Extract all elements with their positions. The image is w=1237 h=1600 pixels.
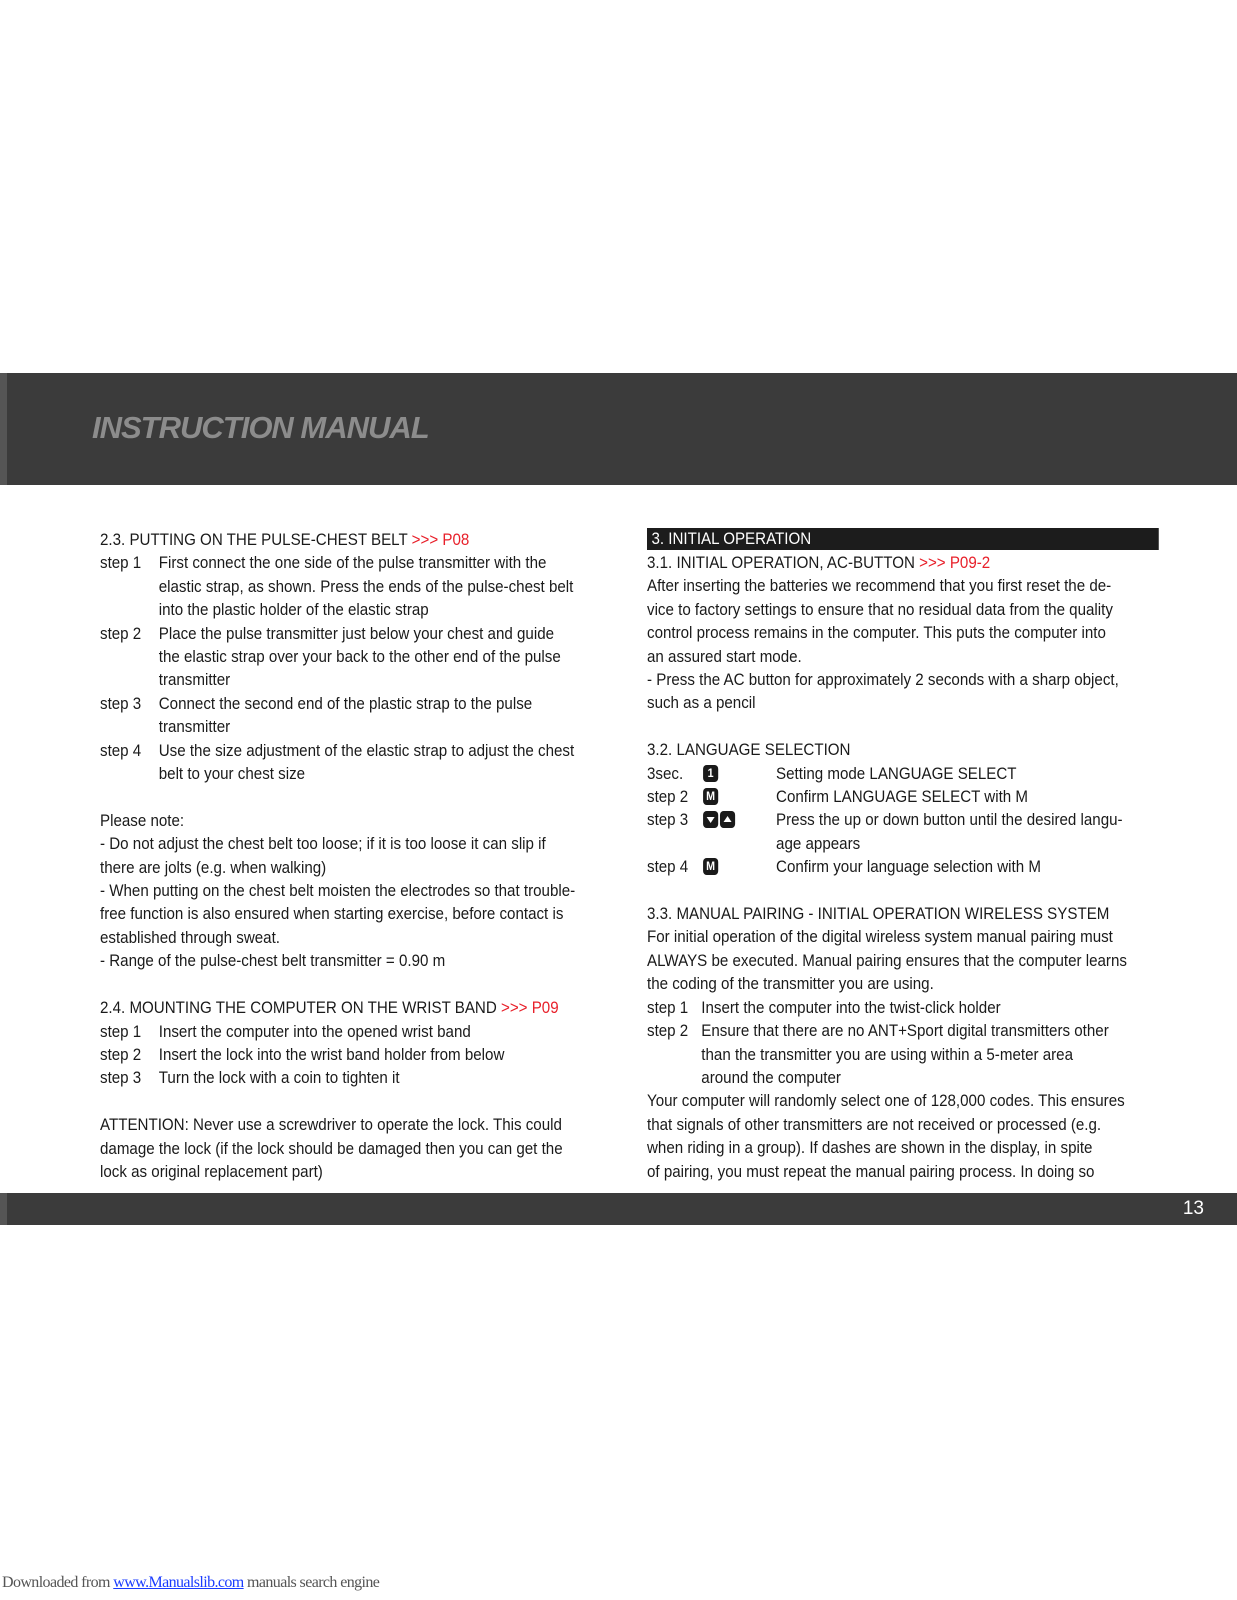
note-item xyxy=(100,949,623,972)
step-text: elastic strap, as shown. Press the ends of the pulse-chest belt xyxy=(158,576,574,596)
attention-text: damage the lock (if the lock should be damaged then you can get the xyxy=(100,1138,563,1158)
up-arrow-icon xyxy=(720,811,735,828)
button-m-icon: M xyxy=(703,788,718,805)
section-3-3-title: 3.3. MANUAL PAIRING - INITIAL OPERATION WIRELESS SYSTEM xyxy=(647,904,1110,924)
step-2-3-4 xyxy=(100,739,623,786)
page-number: 13 xyxy=(1182,1198,1204,1219)
button-m-icon: M xyxy=(703,858,718,875)
step-text: Press the up or down button until the desired langu- xyxy=(776,810,1123,830)
step-text: First connect the one side of the pulse transmitter with the xyxy=(158,553,547,573)
lang-step-3 xyxy=(647,808,1161,855)
bullet-text: such as a pencil xyxy=(647,693,756,713)
section-2-3-ref: >>> P08 xyxy=(411,530,470,549)
bullet-text: - Press the AC button for approximately 2 seconds with a sharp object, xyxy=(647,670,1119,690)
step-text: transmitter xyxy=(158,717,231,737)
attention-text: ATTENTION: Never use a screwdriver to operate the lock. This could xyxy=(100,1115,562,1135)
section-2-3-heading xyxy=(100,528,623,551)
step-label: step 1 xyxy=(100,1021,142,1041)
down-arrow-icon xyxy=(703,811,718,828)
note-item xyxy=(100,879,623,949)
step-text: Insert the lock into the wrist band holder from below xyxy=(158,1044,505,1064)
note-text: free function is also ensured when starting exercise, before contact is xyxy=(100,904,564,924)
note-text: - Do not adjust the chest belt too loose; if it is too loose it can slip if xyxy=(100,834,546,854)
footer-band xyxy=(0,1193,1237,1225)
step-text: Confirm your language selection with M xyxy=(776,857,1041,877)
download-prefix: Downloaded from xyxy=(2,1574,114,1591)
step-text: Insert the computer into the opened wrist band xyxy=(158,1021,471,1041)
step-2-4-1 xyxy=(100,1020,623,1043)
paragraph-line: the coding of the transmitter you are using. xyxy=(647,974,934,994)
section-3-1-heading xyxy=(647,551,1161,574)
pair-step-1 xyxy=(647,996,1161,1019)
step-text: around the computer xyxy=(701,1067,841,1087)
manualslib-link[interactable]: www.Manualslib.com xyxy=(113,1574,244,1591)
step-2-4-3 xyxy=(100,1066,623,1089)
step-label: step 1 xyxy=(100,553,142,573)
pair-step-2 xyxy=(647,1019,1161,1089)
paragraph-line: when riding in a group). If dashes are shown in the display, in spite xyxy=(647,1138,1093,1158)
step-text: the elastic strap over your back to the other end of the pulse xyxy=(158,647,561,667)
step-2-3-1 xyxy=(100,551,623,621)
step-text: than the transmitter you are using within a 5-meter area xyxy=(701,1044,1074,1064)
paragraph-line: ALWAYS be executed. Manual pairing ensures that the computer learns xyxy=(647,950,1127,970)
step-text: transmitter xyxy=(158,670,231,690)
section-2-3-title: 2.3. PUTTING ON THE PULSE-CHEST BELT xyxy=(100,530,412,549)
download-suffix: manuals search engine xyxy=(243,1574,380,1591)
paragraph-line: Your computer will randomly select one of 128,000 codes. This ensures xyxy=(647,1091,1125,1111)
step-label: step 2 xyxy=(100,1044,142,1064)
section-3-1-title: 3.1. INITIAL OPERATION, AC-BUTTON xyxy=(647,553,920,572)
step-text: Ensure that there are no ANT+Sport digital transmitters other xyxy=(701,1021,1109,1041)
step-text: Use the size adjustment of the elastic strap to adjust the chest xyxy=(158,740,575,760)
step-text: Connect the second end of the plastic strap to the pulse xyxy=(158,693,533,713)
section-2-4-title: 2.4. MOUNTING THE COMPUTER ON THE WRIST BAND xyxy=(100,998,501,1018)
left-column xyxy=(100,528,623,1183)
step-label: step 3 xyxy=(647,810,689,830)
note-text: - When putting on the chest belt moisten the electrodes so that trouble- xyxy=(100,881,576,901)
step-label: step 2 xyxy=(100,623,142,643)
footer-edge xyxy=(0,1193,7,1225)
step-text: Confirm LANGUAGE SELECT with M xyxy=(776,787,1029,807)
right-column xyxy=(647,528,1161,1183)
note-text: established through sweat. xyxy=(100,927,281,947)
paragraph-line: an assured start mode. xyxy=(647,646,802,666)
section-3-bar: 3. INITIAL OPERATION xyxy=(647,528,1159,550)
step-2-3-3 xyxy=(100,692,623,739)
lang-step-1 xyxy=(647,762,1161,785)
step-text: Insert the computer into the twist-click holder xyxy=(701,997,1001,1017)
step-text: into the plastic holder of the elastic strap xyxy=(158,600,429,620)
step-label: step 3 xyxy=(100,693,142,713)
attention-text: lock as original replacement part) xyxy=(100,1161,323,1181)
step-2-4-2 xyxy=(100,1043,623,1066)
note-title: Please note: xyxy=(100,810,185,830)
step-text: belt to your chest size xyxy=(158,764,306,784)
step-label: step 4 xyxy=(647,857,689,877)
paragraph-line: vice to factory settings to ensure that no residual data from the quality xyxy=(647,599,1113,619)
step-2-3-2 xyxy=(100,622,623,692)
note-item xyxy=(100,832,623,879)
header-edge xyxy=(0,373,7,485)
step-text: Turn the lock with a coin to tighten it xyxy=(158,1068,400,1088)
step-label: step 1 xyxy=(647,997,689,1017)
step-label: 3sec. xyxy=(647,763,684,783)
section-2-4-ref: >>> P09 xyxy=(500,998,559,1018)
manual-title: INSTRUCTION MANUAL xyxy=(92,410,429,445)
paragraph-line: After inserting the batteries we recommend that you first reset the de- xyxy=(647,576,1112,596)
paragraph-line: of pairing, you must repeat the manual pairing process. In doing so xyxy=(647,1161,1095,1181)
download-notice xyxy=(2,1574,379,1592)
note-text: there are jolts (e.g. when walking) xyxy=(100,857,327,877)
step-label: step 2 xyxy=(647,1021,689,1041)
ac-instruction xyxy=(647,668,1161,715)
step-text: age appears xyxy=(776,833,861,853)
section-3-2-title: 3.2. LANGUAGE SELECTION xyxy=(647,740,851,760)
button-1-icon: 1 xyxy=(703,765,718,782)
section-2-4-heading xyxy=(100,996,623,1019)
step-label: step 4 xyxy=(100,740,142,760)
section-3-1-ref: >>> P09-2 xyxy=(919,553,991,572)
lang-step-4 xyxy=(647,855,1161,878)
paragraph-line: control process remains in the computer. This puts the computer into xyxy=(647,623,1106,643)
lang-step-2 xyxy=(647,785,1161,808)
paragraph-line: For initial operation of the digital wireless system manual pairing must xyxy=(647,927,1113,947)
note-text: - Range of the pulse-chest belt transmitter = 0.90 m xyxy=(100,951,446,971)
paragraph-line: that signals of other transmitters are not received or processed (e.g. xyxy=(647,1114,1102,1134)
step-text: Place the pulse transmitter just below your chest and guide xyxy=(158,623,555,643)
step-text: Setting mode LANGUAGE SELECT xyxy=(776,763,1017,783)
step-label: step 3 xyxy=(100,1068,142,1088)
step-label: step 2 xyxy=(647,787,689,807)
